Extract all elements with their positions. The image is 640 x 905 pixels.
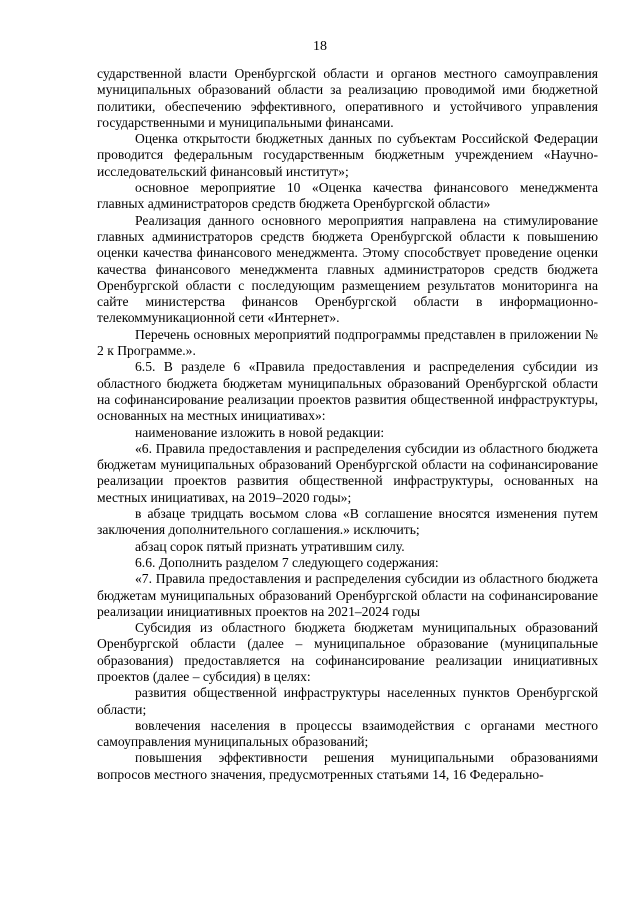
document-body — [97, 66, 598, 783]
paragraph: развития общественной инфраструктуры населенных пунктов Оренбургской области; — [97, 685, 598, 717]
paragraph: Субсидия из областного бюджета бюджетам муниципальных образований Оренбургской области (далее – муниципальное образование (муниципальные образования) предоставляется на софинансирование реализации инициативных проектов (далее – субсидия) в целях: — [97, 620, 598, 684]
paragraph: повышения эффективности решения муниципальными образованиями вопросов местного значения, предусмотренных статьями 14, 16 Федерально- — [97, 750, 598, 782]
paragraph: Оценка открытости бюджетных данных по субъектам Российской Федерации проводится федеральным государственным бюджетным учреждением «Научно-исследовательский финансовый институт»; — [97, 131, 598, 179]
page-number: 18 — [313, 39, 327, 54]
paragraph: Перечень основных мероприятий подпрограммы представлен в приложении № 2 к Программе.». — [97, 326, 598, 359]
paragraph: вовлечения населения в процессы взаимодействия с органами местного самоуправления муниципальных образований; — [97, 717, 598, 750]
paragraph: 6.6. Дополнить разделом 7 следующего содержания: — [135, 554, 439, 570]
paragraph: абзац сорок пятый признать утратившим силу. — [135, 538, 405, 554]
paragraph: основное мероприятие 10 «Оценка качества финансового менеджмента главных администраторов средств бюджета Оренбургской области» — [97, 180, 598, 212]
paragraph: наименование изложить в новой редакции: — [135, 424, 385, 440]
paragraph: Реализация данного основного мероприятия направлена на стимулирование главных администраторов средств бюджета Оренбургской области к повышению оценки качества финансового менеджмента. Этому способствует проведение оценки качества финансового менеджмента главных администраторов средств бюджета Оренбургской области с последующим размещением результатов мониторинга на сайте министерства финансов Оренбургской области в информационно-телекоммуникационной сети «Интернет». — [97, 212, 598, 326]
paragraph: сударственной власти Оренбургской области и органов местного самоуправления муниципальных образований области за реализацию проводимой ими бюджетной политики, обеспечению эффективного, оперативного и устойчивого управления государственными и муниципальными финансами. — [97, 66, 598, 130]
paragraph: «7. Правила предоставления и распределения субсидии из областного бюджета бюджетам муниципальных образований Оренбургской области на софинансирование реализации инициативных проектов на 2021–2024 годы — [97, 571, 598, 619]
paragraph: «6. Правила предоставления и распределения субсидии из областного бюджета бюджетам муниципальных образований Оренбургской области на софинансирование реализации проектов развития общественной инфраструктуры, основанных на местных инициативах, на 2019–2020 годы»; — [97, 440, 598, 505]
paragraph: 6.5. В разделе 6 «Правила предоставления и распределения субсидии из областного бюджета бюджетам муниципальных образований Оренбургской области на софинансирование реализации проектов развития общественной инфраструктуры, основанных на местных инициативах»: — [97, 359, 598, 424]
paragraph: в абзаце тридцать восьмом слова «В соглашение вносятся изменения путем заключения дополнительного соглашения.» исключить; — [97, 506, 598, 538]
